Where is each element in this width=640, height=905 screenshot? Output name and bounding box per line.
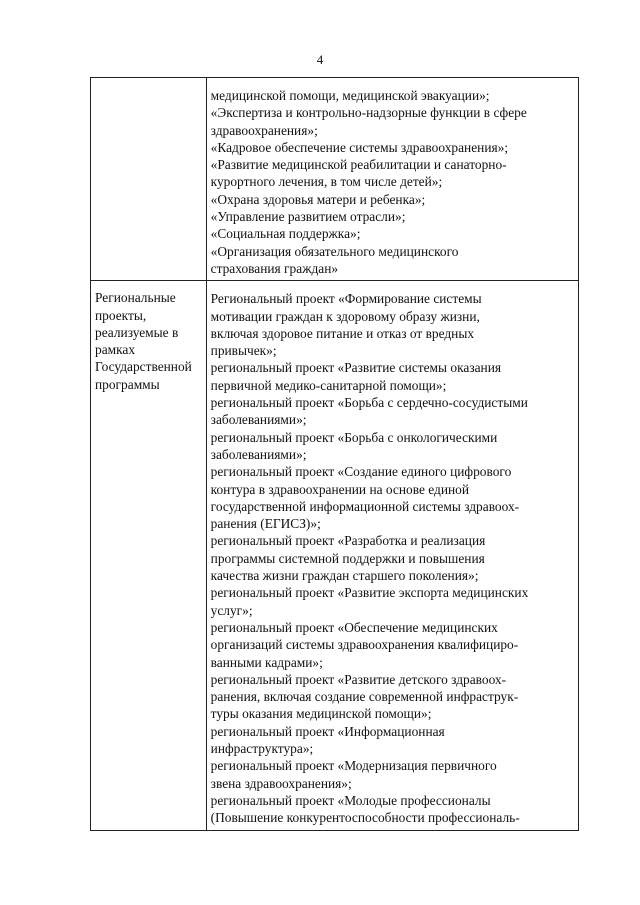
text-line: Региональный проект «Формирование системы — [210, 291, 482, 307]
row-content-cell — [206, 281, 578, 831]
row-content-cell — [206, 78, 578, 281]
text-line: региональный проект «Молодые профессионалы — [210, 792, 491, 808]
text-line: контура в здравоохранении на основе единой — [210, 481, 470, 497]
text-line: ранения, включая создание современной инфраструк- — [210, 689, 519, 705]
text-line: региональный проект «Развитие детского здравоох- — [210, 671, 507, 687]
page-number: 4 — [316, 52, 324, 67]
text-line: региональный проект «Борьба с сердечно-сосудистыми — [210, 395, 528, 411]
text-line: ранения (ЕГИСЗ)»; — [210, 516, 321, 532]
row-content — [211, 87, 574, 277]
text-line: медицинской помощи, медицинской эвакуации»; — [210, 88, 490, 103]
row-label-cell — [91, 281, 207, 831]
text-line: проекты, — [95, 307, 147, 323]
text-line: региональный проект «Развитие экспорта медицинских — [210, 585, 529, 601]
text-line: первичной медико-санитарной помощи»; — [210, 377, 447, 393]
text-line: заболеваниями»; — [210, 412, 307, 428]
text-line: «Охрана здоровья матери и ребенка»; — [210, 191, 426, 207]
text-line: Государственной — [95, 359, 192, 375]
text-line: программы — [95, 376, 160, 392]
program-table — [90, 77, 579, 831]
text-line: курортного лечения, в том числе детей»; — [210, 174, 443, 190]
text-line: государственной информационной системы здравоох- — [210, 498, 520, 514]
text-line: звена здравоохранения»; — [210, 775, 352, 791]
text-line: ванными кадрами»; — [210, 654, 323, 670]
table-row — [91, 78, 579, 281]
text-line: «Организация обязательного медицинского — [210, 243, 459, 259]
text-line: «Развитие медицинской реабилитации и санаторно- — [210, 157, 507, 173]
text-line: организаций системы здравоохранения квалифициро- — [210, 637, 519, 653]
text-line: реализуемые в — [95, 324, 179, 340]
text-line: заболеваниями»; — [210, 446, 307, 462]
text-line: региональный проект «Развитие системы оказания — [210, 360, 502, 376]
text-line: региональный проект «Создание единого цифрового — [210, 464, 512, 480]
row-content — [211, 290, 574, 826]
text-line: программы системной поддержки и повышения — [210, 550, 485, 566]
text-line: «Экспертиза и контрольно-надзорные функции в сфере — [210, 105, 527, 121]
text-line: региональный проект «Борьба с онкологическими — [210, 429, 498, 445]
text-line: «Управление развитием отрасли»; — [210, 209, 406, 225]
text-line: туры оказания медицинской помощи»; — [210, 706, 432, 722]
text-line: инфраструктура»; — [210, 740, 314, 756]
text-line: рамках — [95, 342, 136, 358]
text-line: качества жизни граждан старшего поколения»; — [210, 568, 479, 584]
text-line: (Повышение конкурентоспособности профессиональ- — [210, 810, 520, 826]
text-line: региональный проект «Модернизация первичного — [210, 758, 497, 774]
text-line: региональный проект «Разработка и реализация — [210, 533, 486, 549]
text-line: здравоохранения»; — [210, 122, 318, 138]
text-line: «Кадровое обеспечение системы здравоохранения»; — [210, 139, 509, 155]
row-label-cell — [91, 78, 207, 281]
table-row — [91, 281, 579, 831]
text-line: привычек»; — [210, 343, 277, 359]
row-label — [95, 289, 202, 393]
text-line: мотивации граждан к здоровому образу жизни, — [210, 308, 480, 324]
text-line: страхования граждан» — [210, 260, 339, 276]
text-line: Региональные — [95, 290, 176, 306]
text-line: включая здоровое питание и отказ от вредных — [210, 325, 475, 341]
text-line: услуг»; — [210, 602, 253, 618]
text-line: региональный проект «Информационная — [210, 723, 445, 739]
text-line: региональный проект «Обеспечение медицинских — [210, 619, 498, 635]
text-line: «Социальная поддержка»; — [210, 226, 361, 242]
